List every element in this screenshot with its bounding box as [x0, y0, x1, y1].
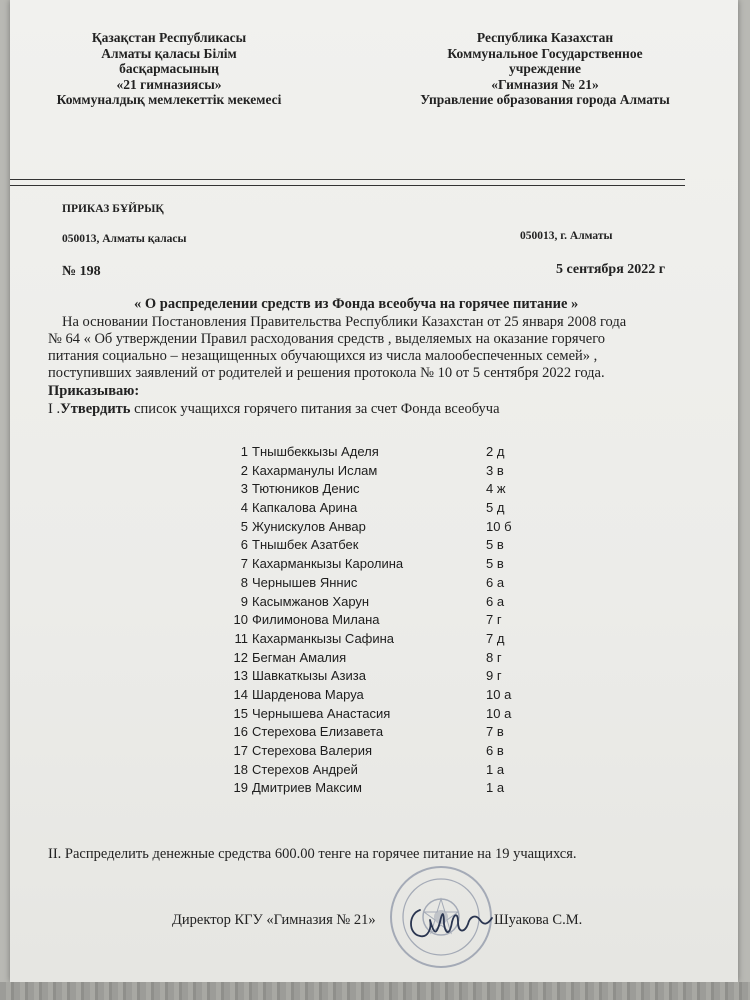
student-name: Касымжанов Харун: [252, 593, 370, 609]
student-number: 6: [240, 537, 248, 553]
list-item: [198, 780, 538, 799]
student-class: 9 г: [486, 668, 502, 684]
floor-background: [0, 982, 750, 1000]
student-class: 10 б: [486, 518, 512, 534]
list-item: [198, 556, 538, 575]
student-name: Кахарманкызы Каролина: [252, 556, 404, 572]
student-name: Тютюников Денис: [252, 481, 360, 497]
clause-one-roman: I .: [48, 401, 61, 417]
list-item: [198, 519, 538, 538]
list-item: [198, 444, 538, 463]
student-class: 2 д: [486, 444, 505, 459]
student-class: 1 а: [486, 780, 505, 796]
student-class: 5 в: [486, 537, 504, 553]
list-item: [198, 463, 538, 482]
student-number: 1: [240, 444, 248, 459]
director-signature: [406, 898, 496, 942]
order-title: « О распределении средств из Фонда всеобуча на горячее питание »: [134, 296, 579, 312]
order-type: ПРИКАЗ БҰЙРЫҚ: [62, 203, 164, 215]
header-ru-line: Управление образования города Алматы: [420, 92, 670, 107]
header-divider: [10, 185, 685, 186]
student-class: 5 д: [486, 500, 505, 516]
header-kz-line: Алматы қаласы Білім: [101, 45, 237, 61]
header-kz-line: Қазақстан Республикасы: [91, 30, 247, 45]
list-item: [198, 687, 538, 706]
header-kz-line: Коммуналдық мемлекеттік мекемесі: [56, 92, 282, 107]
student-name: Стерехова Елизавета: [252, 724, 384, 740]
student-class: 7 в: [486, 724, 504, 740]
list-item: [198, 631, 538, 650]
student-number: 5: [240, 518, 248, 534]
list-item: [198, 594, 538, 613]
header-kz-line: «21 гимназиясы»: [116, 76, 222, 92]
student-number: 10: [233, 612, 248, 628]
preamble-line: № 64 « Об утверждении Правил расходования средств , выделяемых на оказание горячего: [48, 331, 606, 347]
list-item: [198, 724, 538, 743]
list-item: [198, 668, 538, 687]
student-class: 10 а: [486, 686, 512, 702]
order-number: № 198: [62, 264, 101, 279]
student-name: Капкалова Арина: [252, 500, 358, 516]
student-number: 15: [233, 705, 248, 721]
clause-one-text: список учащихся горячего питания за счет Фонда всеобуча: [130, 401, 500, 417]
student-name: Дмитриев Максим: [252, 780, 362, 796]
student-number: 11: [234, 630, 248, 646]
list-item: [198, 575, 538, 594]
student-class: 10 а: [486, 705, 512, 721]
header-kz-line: басқармасының: [119, 61, 219, 76]
clause-one-verb: Утвердить: [60, 401, 131, 417]
student-class: 7 д: [486, 630, 505, 646]
student-number: 4: [240, 500, 248, 516]
director-name: Шуакова С.М.: [494, 912, 583, 928]
student-name: Жунискулов Анвар: [252, 518, 366, 534]
student-number: 17: [233, 743, 248, 758]
student-name: Тнышбеккызы Аделя: [252, 444, 379, 459]
student-list: [198, 444, 538, 799]
list-item: [198, 537, 538, 556]
student-name: Чернышев Яннис: [252, 574, 358, 590]
student-number: 14: [233, 686, 248, 702]
list-item: [198, 650, 538, 669]
student-name: Шавкаткызы Азиза: [252, 668, 366, 684]
clause-two: II. Распределить денежные средства 600.00 тенге на горячее питание на 19 учащихся.: [48, 846, 577, 862]
student-number: 9: [240, 593, 248, 609]
student-class: 1 а: [486, 761, 505, 777]
preamble-line: На основании Постановления Правительства Республики Казахстан от 25 января 2008 года: [62, 314, 627, 330]
list-item: [198, 500, 538, 519]
order-date: 5 сентября 2022 г: [556, 262, 666, 277]
student-number: 18: [233, 761, 248, 777]
student-name: Кахарманулы Ислам: [252, 462, 378, 478]
student-name: Бегман Амалия: [252, 649, 347, 665]
place-russian: 050013, г. Алматы: [520, 230, 613, 242]
list-item: [198, 706, 538, 725]
student-name: Кахарманкызы Сафина: [252, 630, 395, 646]
student-number: 13: [233, 668, 248, 684]
list-item: [198, 612, 538, 631]
student-class: 6 а: [486, 574, 505, 590]
preamble-line: поступивших заявлений от родителей и решения протокола № 10 от 5 сентября 2022 года.: [48, 365, 605, 381]
student-number: 12: [233, 649, 248, 665]
document-page: [10, 0, 738, 982]
student-number: 16: [233, 724, 248, 740]
list-item: [198, 481, 538, 500]
student-name: Шарденова Маруа: [252, 686, 364, 702]
preamble-line: питания социально – незащищенных обучающихся из числа малообеспеченных семей» ,: [48, 348, 598, 364]
clause-one: [48, 401, 500, 418]
student-class: 5 в: [486, 556, 504, 572]
place-kazakh: 050013, Алматы қаласы: [62, 233, 187, 245]
student-name: Чернышева Анастасия: [252, 705, 391, 721]
student-number: 19: [233, 780, 248, 796]
student-name: Стерехов Андрей: [252, 761, 358, 777]
student-class: 4 ж: [486, 481, 506, 497]
director-position: Директор КГУ «Гимназия № 21»: [172, 912, 376, 928]
student-name: Тнышбек Азатбек: [252, 537, 359, 553]
header-kazakh: [24, 30, 314, 108]
student-name: Филимонова Милана: [252, 612, 380, 628]
student-number: 7: [240, 556, 248, 572]
header-ru-line: учреждение: [508, 61, 582, 76]
order-word: Приказываю:: [48, 383, 140, 399]
student-number: 2: [240, 462, 248, 478]
student-number: 8: [240, 574, 248, 590]
header-ru-line: Республика Казахстан: [476, 30, 614, 45]
header-divider: [10, 179, 685, 180]
student-class: 6 а: [486, 593, 505, 609]
student-class: 6 в: [486, 743, 504, 758]
student-class: 3 в: [486, 462, 504, 478]
student-number: 3: [240, 481, 248, 497]
student-name: Стерехова Валерия: [252, 743, 373, 758]
header-ru-line: «Гимназия № 21»: [491, 76, 599, 92]
header-ru-line: Коммунальное Государственное: [447, 45, 643, 61]
header-russian: [390, 30, 700, 108]
student-class: 7 г: [486, 612, 502, 628]
student-class: 8 г: [486, 649, 502, 665]
list-item: [198, 762, 538, 781]
list-item: [198, 743, 538, 762]
